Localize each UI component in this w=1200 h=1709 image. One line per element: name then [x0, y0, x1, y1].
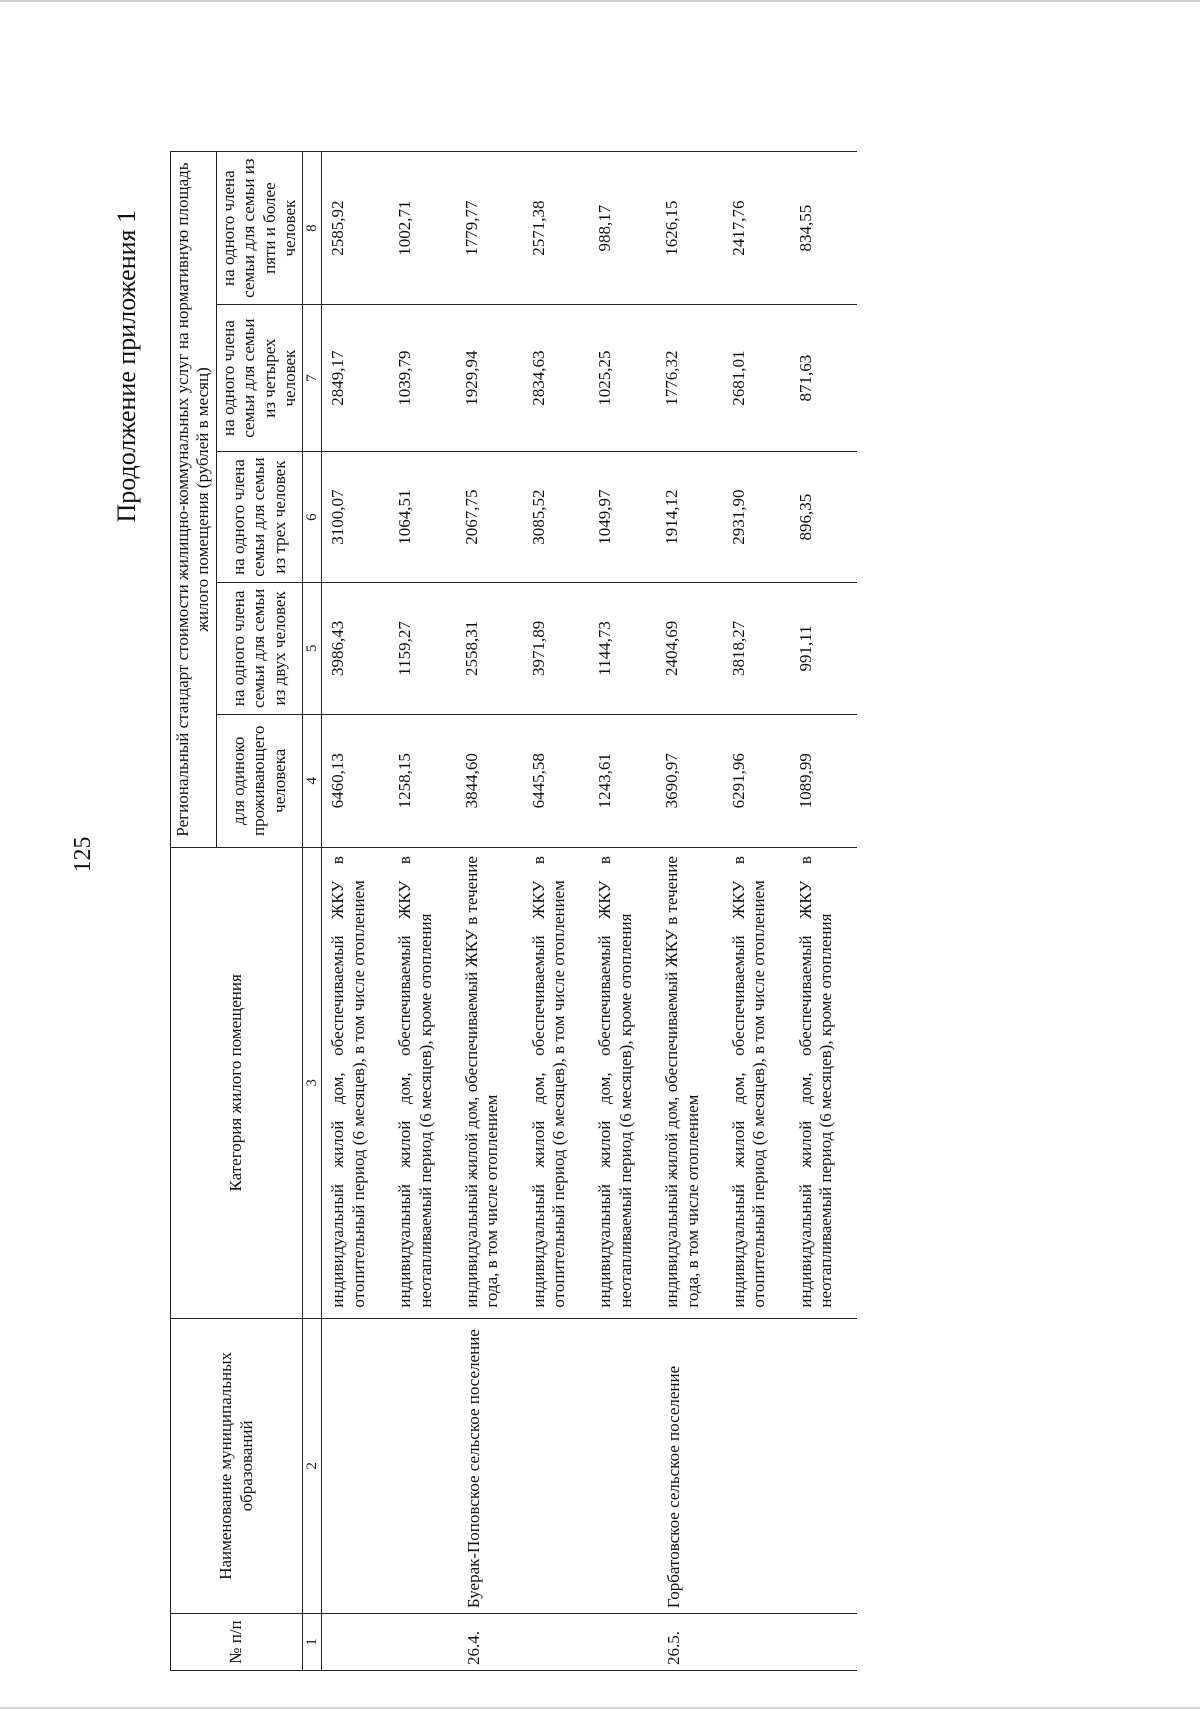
- table-row: [723, 152, 790, 1671]
- value-family-5plus: 834,55: [790, 152, 857, 305]
- row-index: [523, 1614, 590, 1671]
- value-family-3: 1049,97: [589, 451, 656, 582]
- value-single: 3844,60: [456, 714, 523, 848]
- category-text: индивидуальный жилой дом, обеспечиваемый ЖКУ в неотапливаемый период (6 месяцев), кроме отопления: [589, 848, 656, 1319]
- value-family-5plus: 2585,92: [322, 152, 389, 305]
- table-row: [523, 152, 590, 1671]
- municipality-name: [589, 1318, 656, 1613]
- value-single: 6460,13: [322, 714, 389, 848]
- value-family-3: 896,35: [790, 451, 857, 582]
- value-family-2: 1159,27: [389, 583, 456, 714]
- category-text: индивидуальный жилой дом, обеспечиваемый ЖКУ в неотапливаемый период (6 месяцев), кроме отопления: [790, 848, 857, 1319]
- value-family-4: 1776,32: [656, 305, 723, 452]
- value-family-3: 1064,51: [389, 451, 456, 582]
- value-family-5plus: 2571,38: [523, 152, 590, 305]
- value-single: 1258,15: [389, 714, 456, 848]
- value-family-2: 3971,89: [523, 583, 590, 714]
- table-row: [322, 152, 389, 1671]
- value-family-5plus: 988,17: [589, 152, 656, 305]
- header-family-2: на одного члена семьи для семьи из двух человек: [216, 583, 303, 714]
- category-text: индивидуальный жилой дом, обеспечиваемый ЖКУ в течение года, в том числе отоплением: [456, 848, 523, 1319]
- value-family-4: 1929,94: [456, 305, 523, 452]
- column-number: 8: [303, 152, 322, 305]
- value-family-4: 2849,17: [322, 305, 389, 452]
- column-number: 2: [303, 1318, 322, 1613]
- value-family-5plus: 1002,71: [389, 152, 456, 305]
- column-number: 3: [303, 848, 322, 1319]
- municipality-name: Горбатовское сельское поселение: [656, 1318, 723, 1613]
- value-family-2: 991,11: [790, 583, 857, 714]
- row-index: 26.4.: [456, 1614, 523, 1671]
- value-single: 1089,99: [790, 714, 857, 848]
- value-family-4: 2681,01: [723, 305, 790, 452]
- value-single: 6291,96: [723, 714, 790, 848]
- value-family-3: 2067,75: [456, 451, 523, 582]
- continuation-title: Продолжение приложения 1: [112, 210, 141, 523]
- value-family-2: 3986,43: [322, 583, 389, 714]
- row-index: [322, 1614, 389, 1671]
- value-family-4: 1039,79: [389, 305, 456, 452]
- category-text: индивидуальный жилой дом, обеспечиваемый ЖКУ в течение года, в том числе отоплением: [656, 848, 723, 1319]
- value-family-2: 2404,69: [656, 583, 723, 714]
- column-number: 6: [303, 451, 322, 582]
- header-family-3: на одного члена семьи для семьи из трех человек: [216, 451, 303, 582]
- value-single: 6445,58: [523, 714, 590, 848]
- table-row: [790, 152, 857, 1671]
- housing-cost-standard-table: [170, 151, 857, 1671]
- value-family-2: 1144,73: [589, 583, 656, 714]
- value-family-3: 2931,90: [723, 451, 790, 582]
- column-number: 7: [303, 305, 322, 452]
- municipality-name: Буерак-Поповское сельское поселение: [456, 1318, 523, 1613]
- category-text: индивидуальный жилой дом, обеспечиваемый ЖКУ в отопительный период (6 месяцев), в том числе отоплением: [723, 848, 790, 1319]
- category-text: индивидуальный жилой дом, обеспечиваемый ЖКУ в отопительный период (6 месяцев), в том числе отоплением: [322, 848, 389, 1319]
- value-single: 1243,61: [589, 714, 656, 848]
- table-row: [589, 152, 656, 1671]
- municipality-name: [723, 1318, 790, 1613]
- page-number: 125: [70, 836, 96, 873]
- value-family-2: 2558,31: [456, 583, 523, 714]
- header-category: Категория жилого помещения: [171, 848, 303, 1319]
- value-family-5plus: 2417,76: [723, 152, 790, 305]
- value-family-3: 1914,12: [656, 451, 723, 582]
- row-index: [790, 1614, 857, 1671]
- header-family-4: на одного члена семьи для семьи из четырех человек: [216, 305, 303, 452]
- header-family-5plus: на одного члена семьи для семьи из пяти и более человек: [216, 152, 303, 305]
- column-number: 1: [303, 1614, 322, 1671]
- value-family-4: 2834,63: [523, 305, 590, 452]
- row-index: [723, 1614, 790, 1671]
- municipality-name: [790, 1318, 857, 1613]
- value-family-3: 3100,07: [322, 451, 389, 582]
- table-row: [656, 152, 723, 1671]
- municipality-name: [322, 1318, 389, 1613]
- value-family-5plus: 1779,77: [456, 152, 523, 305]
- municipality-name: [523, 1318, 590, 1613]
- column-number-row: [303, 152, 322, 1671]
- table-row: [389, 152, 456, 1671]
- row-index: [389, 1614, 456, 1671]
- header-municipality: Наименование муниципальных образований: [171, 1318, 303, 1613]
- category-text: индивидуальный жилой дом, обеспечиваемый ЖКУ в отопительный период (6 месяцев), в том числе отоплением: [523, 848, 590, 1319]
- column-number: 5: [303, 583, 322, 714]
- value-family-4: 871,63: [790, 305, 857, 452]
- row-index: [589, 1614, 656, 1671]
- header-single: для одиноко проживающего человека: [216, 714, 303, 848]
- value-family-3: 3085,52: [523, 451, 590, 582]
- value-family-5plus: 1626,15: [656, 152, 723, 305]
- column-number: 4: [303, 714, 322, 848]
- table-row: [456, 152, 523, 1671]
- category-text: индивидуальный жилой дом, обеспечиваемый ЖКУ в неотапливаемый период (6 месяцев), кроме отопления: [389, 848, 456, 1319]
- municipality-name: [389, 1318, 456, 1613]
- header-number: № п/п: [171, 1614, 303, 1671]
- value-family-2: 3818,27: [723, 583, 790, 714]
- row-index: 26.5.: [656, 1614, 723, 1671]
- value-family-4: 1025,25: [589, 305, 656, 452]
- header-group-standard: Региональный стандарт стоимости жилищно-коммунальных услуг на нормативную площадь жилого помещения (рублей в месяц): [171, 152, 217, 848]
- value-single: 3690,97: [656, 714, 723, 848]
